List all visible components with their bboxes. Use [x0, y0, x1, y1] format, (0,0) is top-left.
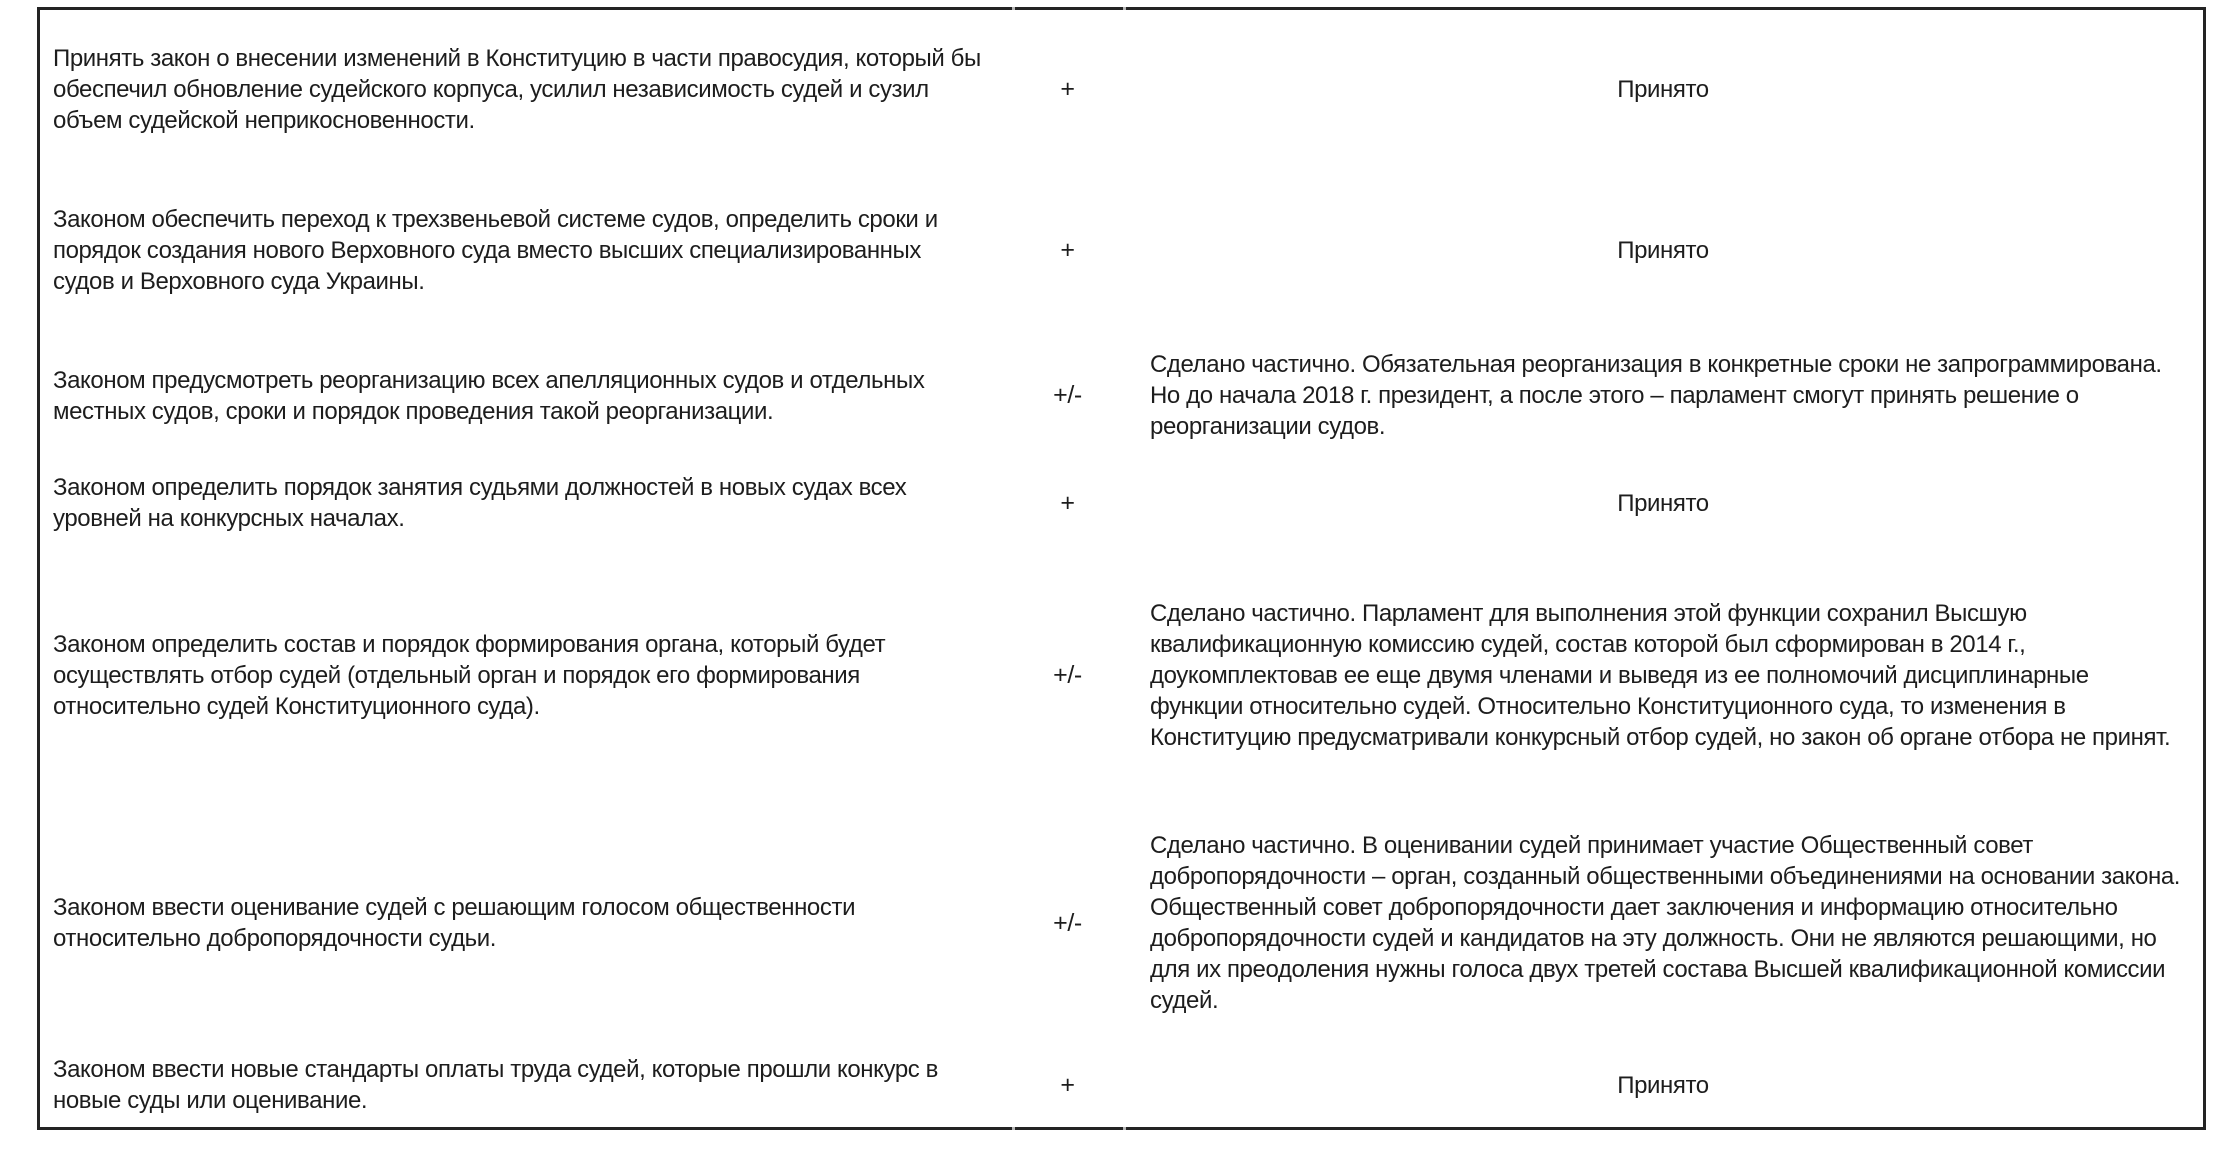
- result-cell: Сделано частично. Обязательная реорганизация в конкретные сроки не запрограммирована. Но до начала 2018 г. президент, а после этого – парламент смогут принять решение о реорганизации судов.: [1150, 351, 2162, 440]
- task-cell: Законом обеспечить переход к трехзвеньевой системе судов, определить сроки и порядок создания нового Верховного суда вместо высших специализированных судов и Верховного суда Украины.: [53, 206, 938, 295]
- status-mark: +: [1060, 236, 1075, 264]
- status-mark: +/-: [1053, 908, 1082, 937]
- column-divider-notch: [1123, 1127, 1126, 1130]
- task-cell: Законом определить порядок занятия судьями должностей в новых судах всех уровней на конкурсных началах.: [53, 474, 907, 532]
- result-cell: Принято: [1617, 75, 1709, 103]
- column-divider-notch: [1123, 7, 1126, 10]
- task-cell: Принять закон о внесении изменений в Конституцию в части правосудия, который бы обеспечил обновление судейского корпуса, усилил независимость судей и сузил объем судейской неприкосновенности.: [53, 44, 981, 134]
- status-mark: +/-: [1053, 381, 1082, 409]
- task-cell: Законом предусмотреть реорганизацию всех апелляционных судов и отдельных местных судов, сроки и порядок проведения такой реорганизации.: [53, 366, 925, 425]
- result-cell: Принято: [1617, 237, 1709, 264]
- task-cell: Законом ввести оценивание судей с решающим голосом общественности относительно добропорядочности судьи.: [53, 894, 856, 952]
- status-mark: +: [1060, 488, 1075, 517]
- reform-status-table: [37, 7, 2206, 1130]
- task-cell: Законом ввести новые стандарты оплаты труда судей, которые прошли конкурс в новые суды или оценивание.: [53, 1056, 939, 1114]
- column-divider-notch: [1012, 7, 1015, 10]
- status-mark: +: [1060, 74, 1075, 103]
- result-cell: Сделано частично. Парламент для выполнения этой функции сохранил Высшую квалификационную комиссию судей, состав которой был сформирован в 2014 г., доукомплектовав ее еще двумя членами и выведя из ее полномочий дисциплинарные функции относительно судей. Относительно Конституционного суда, то изменения в Конституцию предусматривали конкурсный отбор судей, но закон об органе отбора не принят.: [1150, 600, 2171, 751]
- result-cell: Принято: [1617, 1071, 1709, 1099]
- status-mark: +/-: [1053, 661, 1082, 689]
- task-cell: Законом определить состав и порядок формирования органа, который будет осуществлять отбор судей (отдельный орган и порядок его формирования относительно судей Конституционного суда).: [53, 631, 886, 720]
- result-cell: Сделано частично. В оценивании судей принимает участие Общественный совет добропорядочности – орган, созданный общественными объединениями на основании закона. Общественный совет добропорядочности дает заключения и информацию относительно добропорядочности судей и кандидатов на эту должность. Они не являются решающими, но для их преодоления нужны голоса двух третей состава Высшей квалификационной комиссии судей.: [1150, 832, 2181, 1014]
- result-cell: Принято: [1617, 489, 1709, 517]
- status-mark: +: [1060, 1070, 1075, 1099]
- column-divider-notch: [1012, 1127, 1015, 1130]
